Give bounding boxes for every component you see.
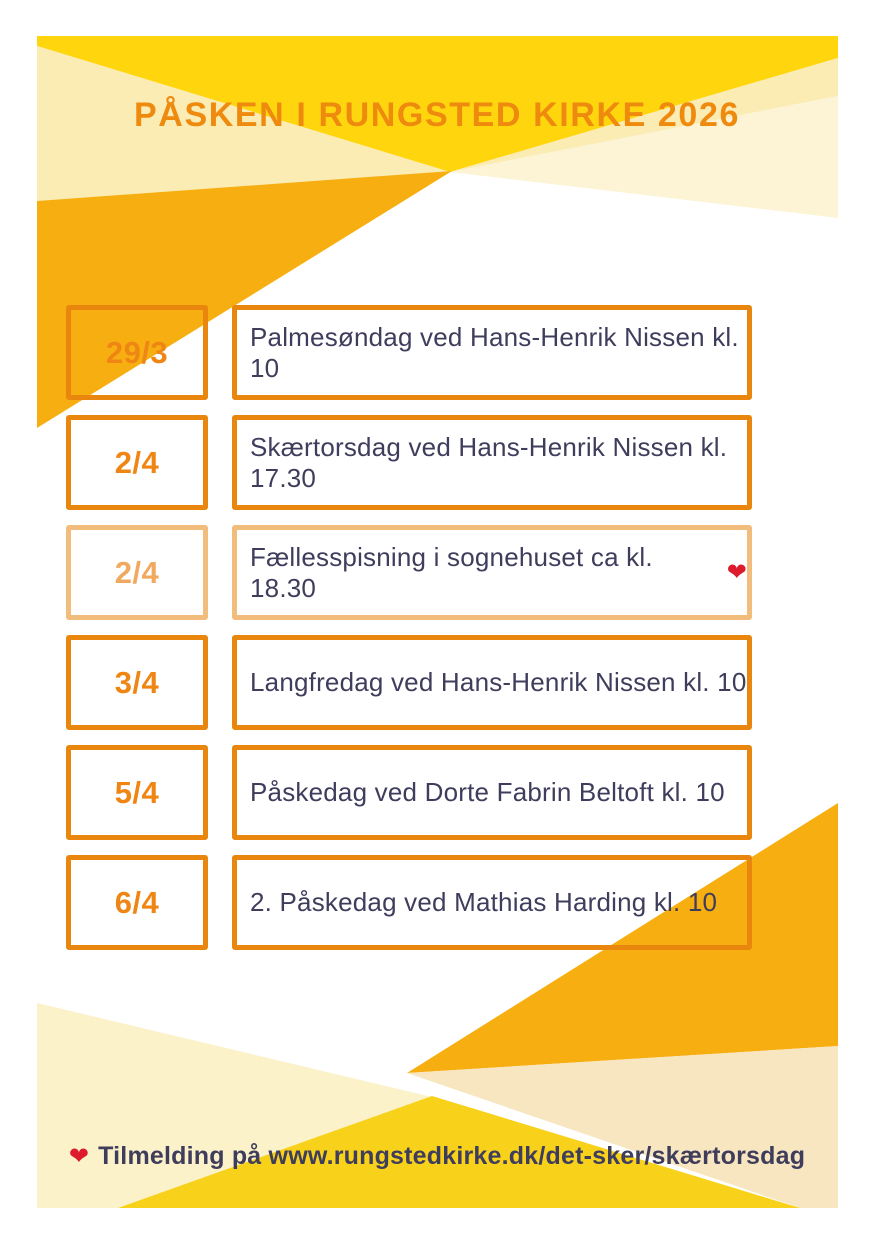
event-label: Palmesøndag ved Hans-Henrik Nissen kl. 10 — [250, 321, 739, 383]
date-box — [66, 745, 208, 840]
date-box — [66, 635, 208, 730]
event-label: Påskedag ved Dorte Fabrin Beltoft kl. 10 — [250, 777, 725, 807]
event-box — [232, 305, 752, 400]
date-box — [66, 525, 208, 620]
event-box — [232, 745, 752, 840]
event-label: Skærtorsdag ved Hans-Henrik Nissen kl. 17.30 — [250, 431, 728, 493]
registration-text: Tilmelding på www.rungstedkirke.dk/det-sker/skærtorsdag — [98, 1142, 806, 1170]
date-label: 3/4 — [114, 664, 160, 700]
schedule-row — [0, 745, 874, 840]
date-box — [66, 415, 208, 510]
footer-note — [0, 1142, 874, 1171]
page-title: PÅSKEN I RUNGSTED KIRKE 2026 — [134, 96, 740, 134]
event-label: Fællesspisning i sognehuset ca kl. 18.30 — [250, 541, 653, 603]
event-box — [232, 415, 752, 510]
schedule-row — [0, 305, 874, 400]
date-label: 2/4 — [114, 444, 160, 480]
registration-heart-icon: ❤ — [68, 1143, 90, 1170]
date-label: 2/4 — [114, 554, 160, 590]
date-label: 5/4 — [114, 774, 160, 810]
schedule-row — [0, 855, 874, 950]
schedule-row — [0, 525, 874, 620]
schedule-row — [0, 635, 874, 730]
heart-icon: ❤ — [726, 559, 747, 586]
event-box — [232, 525, 752, 620]
date-label: 6/4 — [114, 884, 160, 920]
schedule-row — [0, 415, 874, 510]
date-box — [66, 855, 208, 950]
event-label: Langfredag ved Hans-Henrik Nissen kl. 10 — [250, 667, 747, 697]
event-box — [232, 855, 752, 950]
date-label: 29/3 — [105, 334, 169, 370]
date-box — [66, 305, 208, 400]
event-box — [232, 635, 752, 730]
event-label: 2. Påskedag ved Mathias Harding kl. 10 — [250, 887, 718, 917]
